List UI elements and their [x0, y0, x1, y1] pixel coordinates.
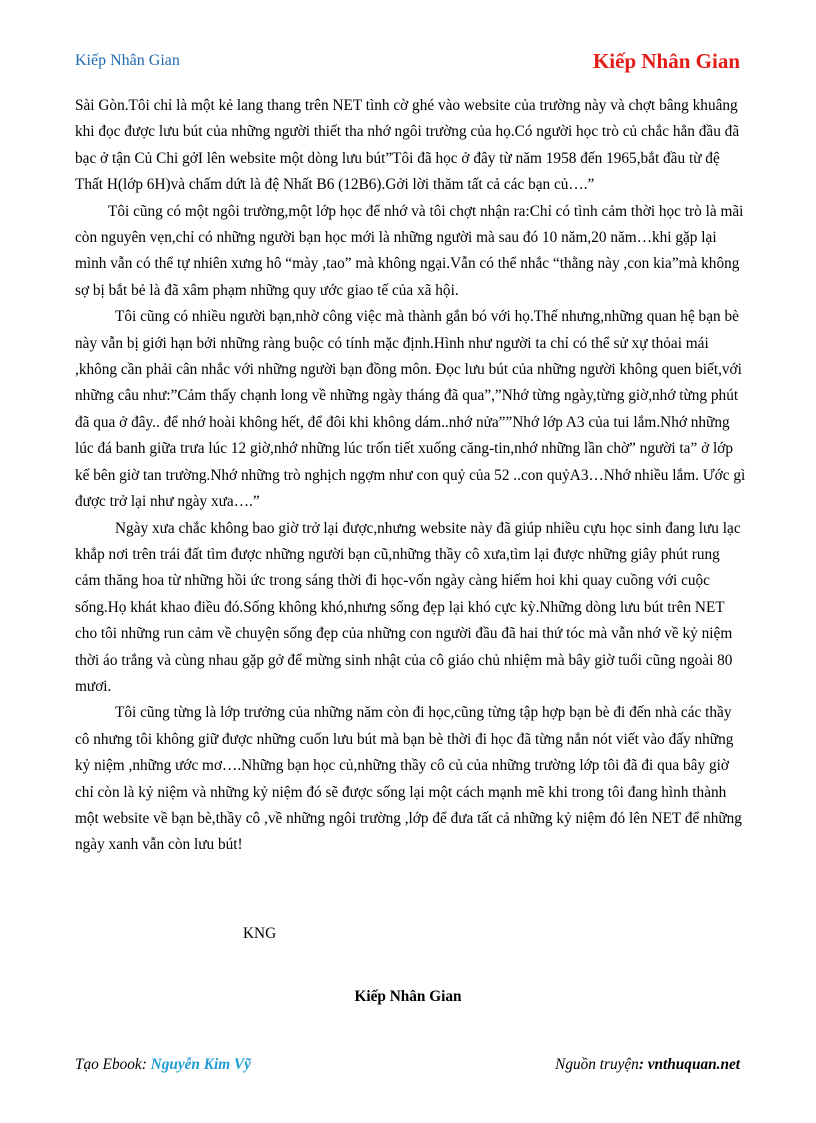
paragraph: Tôi cũng có một ngôi trường,một lớp học để nhớ và tôi chợt nhận ra:Chỉ có tình cảm thời học trò là mãi còn nguyên vẹn,chỉ có những người bạn học mới là những người mà sau đó 10 năm,20 năm…khi gặp lại mình vẫn có thể tự nhiên xưng hô “mày ,tao” mà không ngại.Vẫn có thể nhắc “thằng này ,con kia”mà không sợ bị bắt bẻ là đã xâm phạm những quy ước giao tế của xã hội. [75, 202, 744, 299]
footer-ebook-separator: : [141, 1056, 151, 1073]
paragraph: Sài Gòn.Tôi chỉ là một kẻ lang thang trên NET tình cờ ghé vào website của trường này và chợt bâng khuâng khi đọc được lưu bút của những người thiết tha nhớ ngôi trường của họ.Có người học trò củ chắc hẳn đầu đã bạc ở tận Củ Chi gởI lên website một dòng lưu bút”Tôi đã học ở đây từ năm 1958 đến 1965,bắt đầu từ đệ Thất H(lớp 6H)và chấm dứt là đệ Nhất B6 (12B6).Gởi lời thăm tất cả các bạn củ….” [75, 97, 740, 194]
document-body [75, 93, 747, 859]
footer-source-separator: : [638, 1056, 648, 1073]
footer-ebook-maker: Nguyễn Kim Vỹ [150, 1056, 251, 1073]
footer-source-credit [555, 1056, 740, 1074]
paragraph: Ngày xưa chắc không bao giờ trở lại được,nhưng website này đã giúp nhiều cựu học sinh đang lưu lạc khắp nơi trên trái đất tìm được những người bạn cũ,những thầy cô xưa,tìm lại được những giây phút rung cảm thăng hoa từ những hồi ức trong sáng thời đi học-vốn ngày càng hiếm hoi khi quay cuồng với cuộc sống.Họ khát khao điều đó.Sống không khó,nhưng sống đẹp lại khó cực kỳ.Những dòng lưu bút trên NET cho tôi những run cảm về chuyện sống đẹp của những con người đầu đã hai thứ tóc mà vẫn nhớ về kỷ niệm thời áo trắng và cùng nhau gặp gở để mừng sinh nhật của cô giáo chủ nhiệm mà bây giờ tuổi cũng ngoài 80 mươi. [75, 519, 741, 695]
header-site-title: Kiếp Nhân Gian [75, 52, 180, 69]
footer-ebook-credit [75, 1056, 251, 1074]
paragraph: Tôi cũng từng là lớp trưởng của những năm còn đi học,cũng từng tập hợp bạn bè đi đến nhà các thầy cô nhưng tôi không giữ được những cuốn lưu bút mà bạn bè thời đi học đã từng nắn nót viết vào đấy những kỷ niệm ,những ước mơ….Những bạn học củ,những thầy cô củ của những trường lớp tôi đã đi qua bây giờ chỉ còn là kỷ niệm và những kỷ niệm đó sẽ được sống lại một cách mạnh mẽ khi trong tôi đang hình thành một website về bạn bè,thầy cô ,về những ngôi trường ,lớp để đưa tất cả những kỷ niệm đó lên NET để những ngày xanh vẫn còn lưu bút! [75, 704, 742, 854]
header-book-title: Kiếp Nhân Gian [592, 49, 740, 73]
footer-source-site: vnthuquan.net [647, 1056, 740, 1073]
author-signature: KNG [243, 925, 277, 942]
footer-source-label: Nguồn truyện [555, 1056, 639, 1073]
closing-title: Kiếp Nhân Gian [354, 988, 462, 1005]
footer-ebook-label: Tạo Ebook [75, 1056, 142, 1073]
paragraph: Tôi cũng có nhiều người bạn,nhờ công việc mà thành gắn bó với họ.Thế nhưng,những quan hệ bạn bè này vẫn bị giới hạn bởi những ràng buộc có tính mặc định.Hình như người ta chỉ có thể sử xự thỏai mái ,không cần phải cân nhắc với những người bạn đồng môn. Đọc lưu bút của những người không quen biết,với những câu như:”Cảm thấy chạnh long về những ngày tháng đã qua”,”Nhớ từng ngày,từng giờ,nhớ từng phút đã qua ở đây.. để nhớ hoài không hết, để đôi khi không dám..nhớ nửa””Nhớ lớp A3 của tui lắm.Nhớ những lúc đá banh giữa trưa lúc 12 giờ,nhớ những lúc trốn tiết xuống căng-tin,nhớ những lần chờ” người ta” ở lớp kế bên giờ tan trường.Nhớ những trò nghịch ngợm như con quỷ của 52 ..con quỷA3…Nhớ nhiều lắm. Ước gì được trở lại như ngày xưa….” [75, 308, 746, 511]
